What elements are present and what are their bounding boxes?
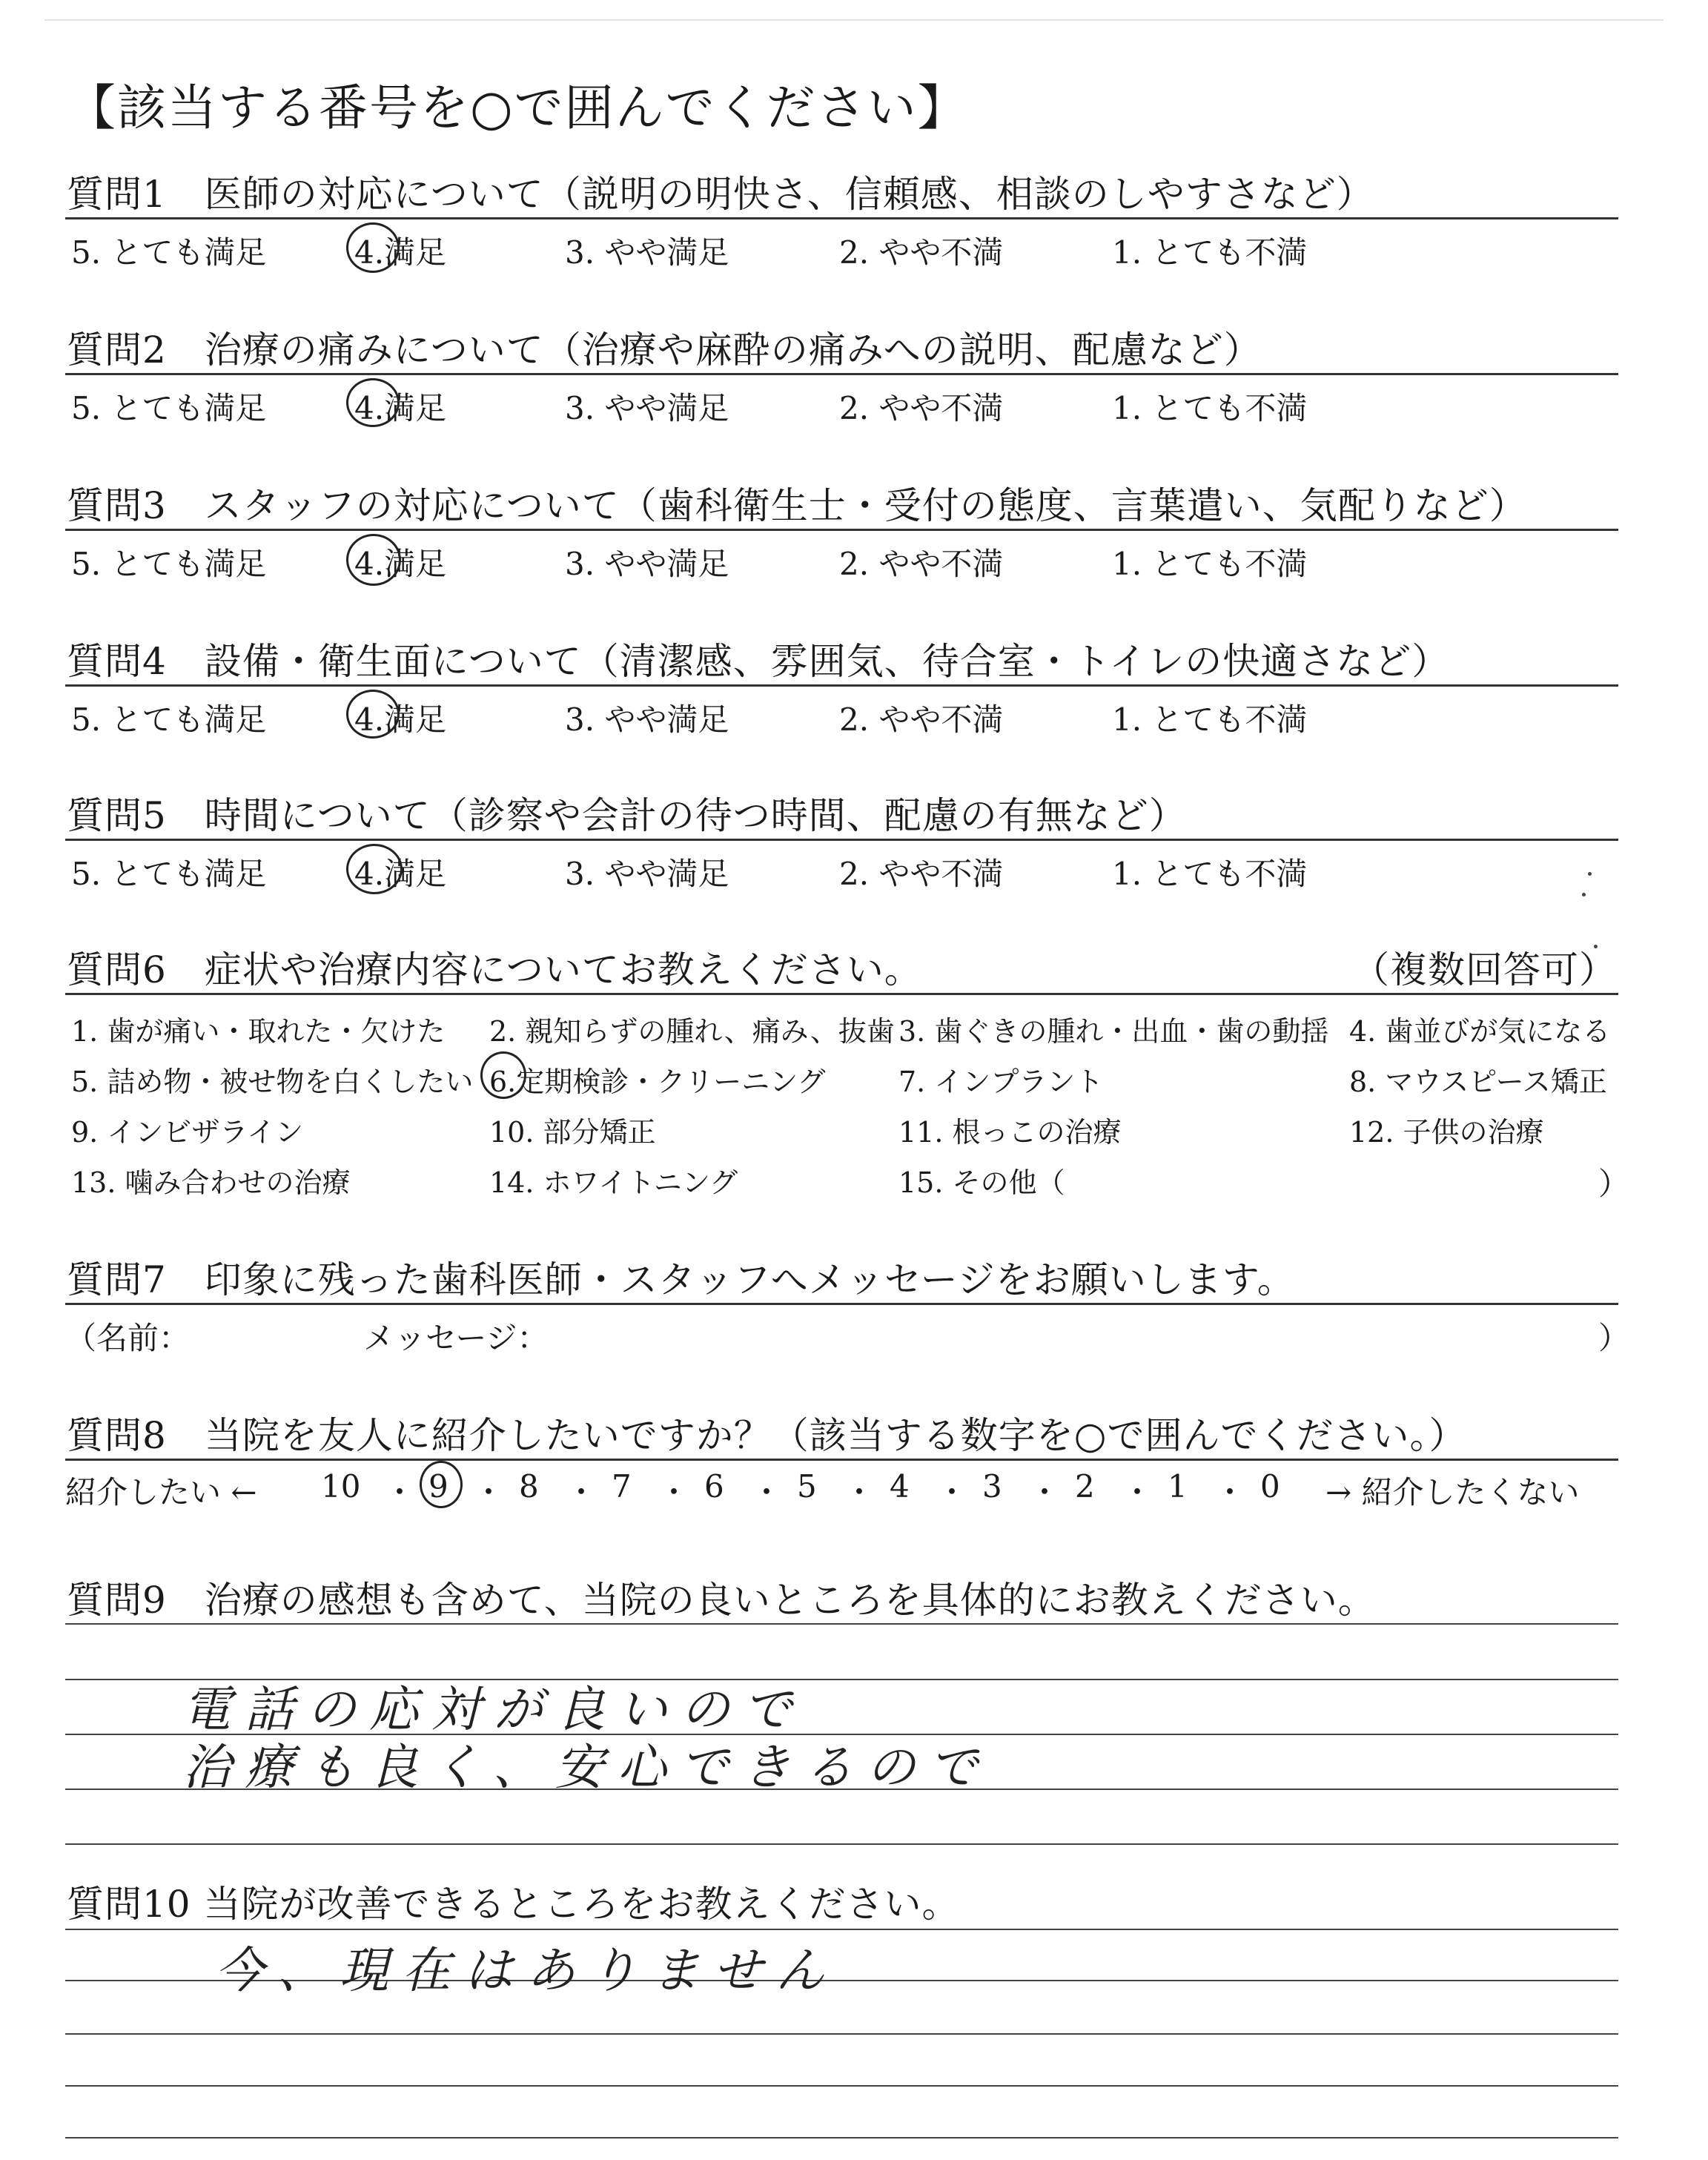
q4-option-5[interactable]: 5. とても満足 xyxy=(71,701,267,738)
q8-scale-6[interactable]: 6 xyxy=(704,1468,724,1505)
q5-option-1[interactable]: 1. とても不満 xyxy=(1112,856,1308,892)
q7-message-label[interactable]: メッセージ： xyxy=(363,1320,549,1356)
q3-option-2[interactable]: 2. やや不満 xyxy=(839,546,1004,582)
q10-answer-line-1: 今、現在はありません xyxy=(215,1942,838,1999)
q5-title: 質問5 時間について（診察や会計の待つ時間、配慮の有無など） xyxy=(67,794,1187,837)
q8-separator: ・ xyxy=(751,1474,783,1510)
q6-item-13[interactable]: 13. 噛み合わせの治療 xyxy=(71,1166,351,1199)
q4-option-1[interactable]: 1. とても不満 xyxy=(1112,701,1308,738)
q8-scale-row xyxy=(65,1468,1622,1513)
q5-rule xyxy=(65,839,1618,841)
q6-item-6-number: 6. xyxy=(489,1066,517,1098)
top-edge-line xyxy=(44,19,1664,21)
q9-answer-line-1: 電話の応対が良いので xyxy=(182,1681,805,1738)
q8-scale-10[interactable]: 10 xyxy=(321,1468,361,1505)
q8-scale-3[interactable]: 3 xyxy=(982,1468,1002,1505)
q7-close-paren: ） xyxy=(1598,1320,1630,1356)
q7-rule xyxy=(65,1303,1618,1305)
q6-item-2[interactable]: 2. 親知らずの腫れ、痛み、抜歯 xyxy=(489,1015,895,1048)
q1-option-2[interactable]: 2. やや不満 xyxy=(839,234,1004,271)
q3-option-1[interactable]: 1. とても不満 xyxy=(1112,546,1308,582)
q8-separator: ・ xyxy=(1029,1474,1061,1510)
q4-option-4-label: 満足 xyxy=(384,701,447,738)
scan-speck xyxy=(1582,893,1586,896)
scan-speck xyxy=(1588,872,1592,876)
q9-answer-line-2: 治療も良く、安心できるので xyxy=(182,1739,991,1796)
q8-scale-1[interactable]: 1 xyxy=(1168,1468,1188,1505)
q5-option-5[interactable]: 5. とても満足 xyxy=(71,856,267,892)
q1-rule xyxy=(65,217,1618,219)
q2-option-2[interactable]: 2. やや不満 xyxy=(839,390,1004,426)
q1-option-5[interactable]: 5. とても満足 xyxy=(71,234,267,271)
q8-separator: ・ xyxy=(384,1474,416,1510)
q6-item-6-label: 定期検診・クリーニング xyxy=(516,1066,826,1098)
q9-line xyxy=(65,1623,1618,1625)
q1-option-3[interactable]: 3. やや満足 xyxy=(565,234,729,271)
q3-rule xyxy=(65,529,1618,531)
q2-option-3[interactable]: 3. やや満足 xyxy=(565,390,729,426)
q10-title: 質問10 当院が改善できるところをお教えください。 xyxy=(67,1883,960,1926)
q6-item-1[interactable]: 1. 歯が痛い・取れた・欠けた xyxy=(71,1015,446,1048)
q8-separator: ・ xyxy=(473,1474,505,1510)
q3-option-4-label: 満足 xyxy=(384,546,447,582)
q3-title: 質問3 スタッフの対応について（歯科衛生士・受付の態度、言葉遣い、気配りなど） xyxy=(67,484,1527,527)
q1-option-1[interactable]: 1. とても不満 xyxy=(1112,234,1308,271)
q8-right-label: → 紹介したくない xyxy=(1325,1474,1580,1510)
q8-selection-circle xyxy=(420,1461,463,1508)
q9-line xyxy=(65,1843,1618,1845)
q4-title: 質問4 設備・衛生面について（清潔感、雰囲気、待合室・トイレの快適さなど） xyxy=(67,640,1450,683)
q6-item-9[interactable]: 9. インビザライン xyxy=(71,1116,304,1149)
q3-option-4-number: 4. xyxy=(354,546,385,582)
q2-title: 質問2 治療の痛みについて（治療や麻酔の痛みへの説明、配慮など） xyxy=(67,328,1262,371)
q8-left-label: 紹介したい ← xyxy=(65,1474,257,1510)
q2-selection-circle xyxy=(346,378,400,427)
q6-other-close-paren: ） xyxy=(1598,1166,1630,1202)
q8-separator: ・ xyxy=(566,1474,598,1510)
q6-item-8[interactable]: 8. マウスピース矯正 xyxy=(1349,1066,1607,1098)
q5-option-2[interactable]: 2. やや不満 xyxy=(839,856,1004,892)
q6-item-6[interactable] xyxy=(489,1059,826,1100)
q8-separator: ・ xyxy=(658,1474,690,1510)
q7-title: 質問7 印象に残った歯科医師・スタッフへメッセージをお願いします。 xyxy=(67,1258,1295,1301)
q8-scale-8[interactable]: 8 xyxy=(519,1468,539,1505)
q6-item-7[interactable]: 7. インプラント xyxy=(898,1066,1104,1098)
q10-line xyxy=(65,2033,1618,2035)
q3-option-5[interactable]: 5. とても満足 xyxy=(71,546,267,582)
q6-item-5[interactable]: 5. 詰め物・被せ物を白くしたい xyxy=(71,1066,474,1098)
q8-separator: ・ xyxy=(1122,1474,1153,1510)
q6-multiple-note: （複数回答可） xyxy=(1352,948,1617,991)
q4-selection-circle xyxy=(346,690,400,739)
q6-item-15[interactable]: 15. その他（ xyxy=(898,1166,1065,1199)
q2-option-5[interactable]: 5. とても満足 xyxy=(71,390,267,426)
q6-item-10[interactable]: 10. 部分矯正 xyxy=(489,1116,656,1149)
q8-separator: ・ xyxy=(1214,1474,1246,1510)
q2-option-4-number: 4. xyxy=(354,390,385,426)
q6-item-12[interactable]: 12. 子供の治療 xyxy=(1349,1116,1544,1149)
q5-option-4-label: 満足 xyxy=(384,856,447,892)
q6-title: 質問6 症状や治療内容についてお教えください。 xyxy=(67,948,922,991)
q6-item-11[interactable]: 11. 根っこの治療 xyxy=(898,1116,1122,1149)
q5-option-4-number: 4. xyxy=(354,856,385,892)
q3-option-3[interactable]: 3. やや満足 xyxy=(565,546,729,582)
q8-separator: ・ xyxy=(936,1474,968,1510)
instruction-heading: 【該当する番号を○で囲んでください】 xyxy=(67,79,968,136)
q1-title: 質問1 医師の対応について（説明の明快さ、信頼感、相談のしやすさなど） xyxy=(67,173,1374,216)
q8-rule xyxy=(65,1459,1618,1461)
q8-scale-2[interactable]: 2 xyxy=(1075,1468,1095,1505)
q10-line xyxy=(65,2085,1618,2087)
q8-scale-4[interactable]: 4 xyxy=(890,1468,910,1505)
q10-line xyxy=(65,2137,1618,2138)
q6-selection-circle xyxy=(480,1051,526,1099)
q5-option-3[interactable]: 3. やや満足 xyxy=(565,856,729,892)
q6-item-3[interactable]: 3. 歯ぐきの腫れ・出血・歯の動揺 xyxy=(898,1015,1329,1048)
q1-option-4-number: 4. xyxy=(354,234,385,271)
q8-title: 質問8 当院を友人に紹介したいですか？（該当する数字を○で囲んでください。） xyxy=(67,1414,1467,1457)
q6-rule xyxy=(65,993,1618,995)
q4-rule xyxy=(65,684,1618,687)
q2-rule xyxy=(65,373,1618,375)
q1-option-4-label: 満足 xyxy=(384,234,447,271)
q4-option-3[interactable]: 3. やや満足 xyxy=(565,701,729,738)
q8-scale-0[interactable]: 0 xyxy=(1260,1468,1280,1505)
q4-option-4-number: 4. xyxy=(354,701,385,738)
q7-name-label[interactable]: （名前： xyxy=(65,1320,191,1356)
q9-title: 質問9 治療の感想も含めて、当院の良いところを具体的にお教えください。 xyxy=(67,1579,1376,1622)
q2-option-4-label: 満足 xyxy=(384,390,447,426)
q2-option-1[interactable]: 1. とても不満 xyxy=(1112,390,1308,426)
q8-scale-7[interactable]: 7 xyxy=(612,1468,632,1505)
q5-selection-circle xyxy=(346,844,403,894)
q6-item-4[interactable]: 4. 歯並びが気になる xyxy=(1349,1015,1611,1048)
q1-selection-circle xyxy=(346,222,400,273)
q8-separator: ・ xyxy=(844,1474,875,1510)
q3-selection-circle xyxy=(346,534,401,586)
q4-option-2[interactable]: 2. やや不満 xyxy=(839,701,1004,738)
q10-line xyxy=(65,1929,1618,1930)
q8-scale-9[interactable]: 9 xyxy=(428,1468,448,1505)
q6-item-14[interactable]: 14. ホワイトニング xyxy=(489,1166,738,1199)
q8-scale-5[interactable]: 5 xyxy=(797,1468,817,1505)
